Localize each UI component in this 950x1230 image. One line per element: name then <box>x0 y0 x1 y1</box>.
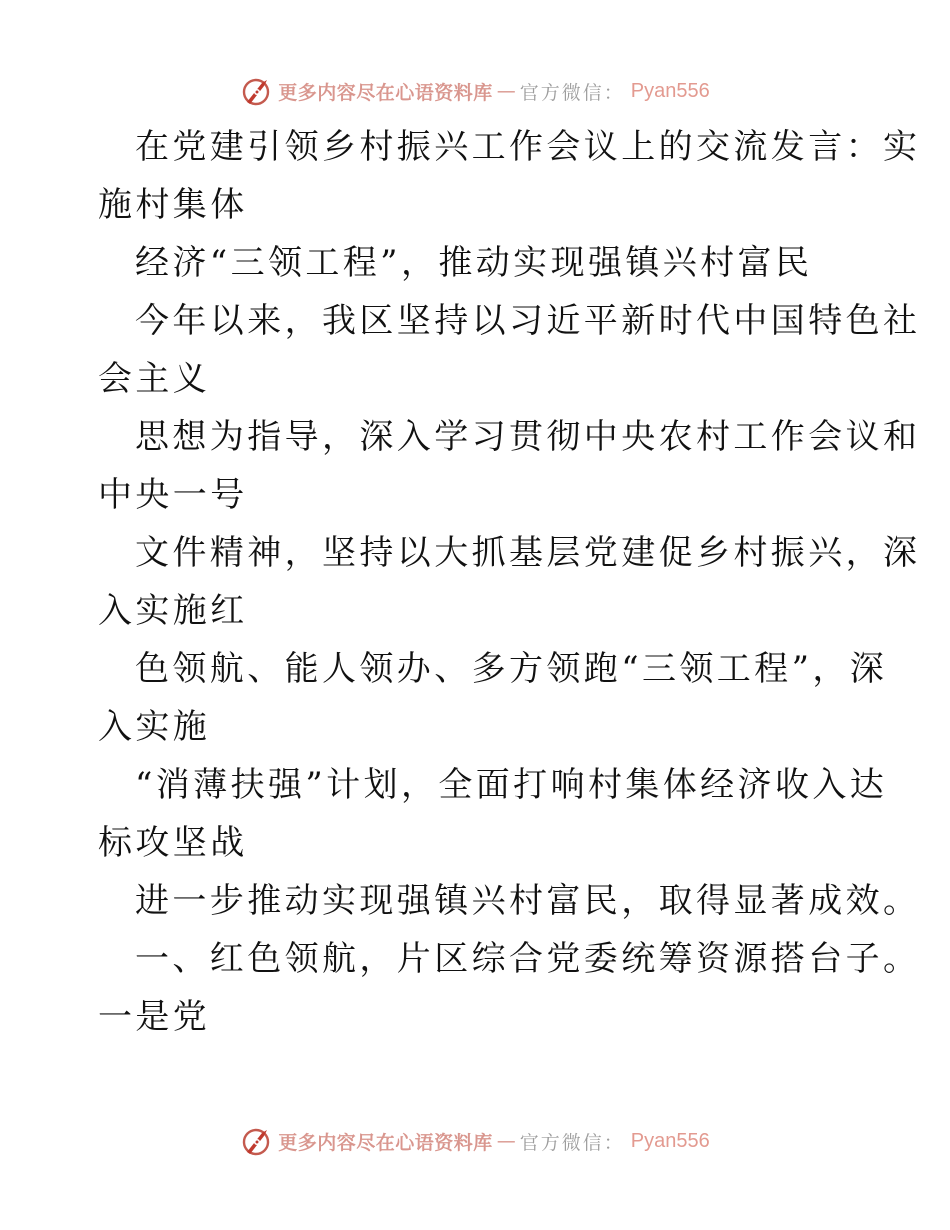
text-line: 今年以来，我区坚持以习近平新时代中国特色社 <box>135 301 921 341</box>
header-watermark <box>0 71 950 111</box>
watermark-wechat-handle: Pyan556 <box>630 79 710 102</box>
text-line: “消薄扶强”计划，全面打响村集体经济收入达 <box>135 765 888 805</box>
text-line: 一是党 <box>98 997 211 1037</box>
text-line: 文件精神，坚持以大抓基层党建促乡村振兴，深 <box>135 533 921 573</box>
text-line: 入实施 <box>98 707 211 747</box>
watermark-dash: — <box>496 1130 516 1152</box>
watermark-official-label: 官方微信： <box>519 1131 625 1154</box>
text-line: 标攻坚战 <box>98 823 248 863</box>
text-line: 经济“三领工程”，推动实现强镇兴村富民 <box>135 243 813 283</box>
text-line: 施村集体 <box>98 185 248 225</box>
watermark-official-label: 官方微信： <box>519 81 625 104</box>
text-line: 进一步推动实现强镇兴村富民，取得显著成效。 <box>135 881 921 921</box>
document-body <box>98 118 921 1046</box>
pen-nib-circle-icon <box>240 1125 272 1157</box>
text-line: 思想为指导，深入学习贯彻中央农村工作会议和 <box>135 417 921 457</box>
text-line: 色领航、能人领办、多方领跑“三领工程”，深 <box>135 649 888 689</box>
watermark-brand-text: 更多内容尽在心语资料库 <box>278 81 493 104</box>
text-line: 入实施红 <box>98 591 248 631</box>
watermark-dash: — <box>496 80 516 102</box>
text-line: 在党建引领乡村振兴工作会议上的交流发言：实 <box>135 127 921 167</box>
watermark-brand-text: 更多内容尽在心语资料库 <box>278 1131 493 1154</box>
text-line: 会主义 <box>98 359 211 399</box>
pen-nib-circle-icon <box>240 75 272 107</box>
text-line: 一、红色领航，片区综合党委统筹资源搭台子。 <box>135 939 921 979</box>
text-line: 中央一号 <box>98 475 248 515</box>
footer-watermark <box>0 1121 950 1161</box>
watermark-wechat-handle: Pyan556 <box>630 1129 710 1152</box>
